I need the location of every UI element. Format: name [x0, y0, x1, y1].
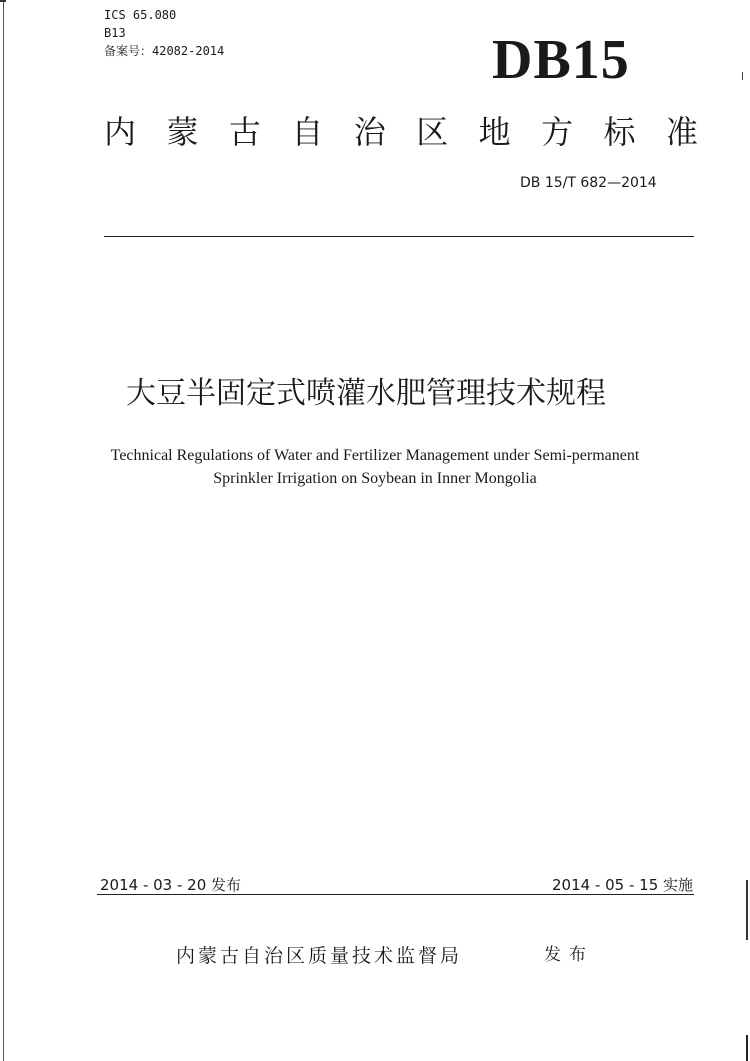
- english-title-line: Technical Regulations of Water and Fertilizer Management under Semi-permanent: [110, 447, 640, 464]
- implementation-date: 2014 - 05 - 15 实施: [552, 876, 694, 894]
- classification-block: [104, 6, 224, 60]
- scan-edge-right-bar: [746, 880, 748, 940]
- standard-type-char: 方: [541, 113, 574, 151]
- standard-type-char: 治: [353, 113, 386, 151]
- standard-type-char: 蒙: [166, 113, 199, 151]
- document-title-english: [60, 444, 690, 490]
- standard-type-char: 内: [104, 113, 137, 151]
- scan-edge-left: [3, 0, 4, 1061]
- scan-edge-tick: [0, 0, 6, 2]
- scan-edge-right-bar-bottom: [746, 1035, 748, 1061]
- standard-type-char: 准: [665, 113, 698, 151]
- scan-edge-mark: [742, 72, 743, 80]
- issue-date: 2014 - 03 - 20 发布: [100, 876, 242, 894]
- standard-number: DB 15/T 682—2014: [520, 175, 657, 191]
- standard-type-char: 标: [603, 113, 636, 151]
- standard-type-char: 区: [416, 113, 449, 151]
- publish-label: 发布: [544, 945, 594, 965]
- standard-logo: DB15: [492, 29, 630, 91]
- standard-type-char: 自: [291, 113, 324, 151]
- header-divider: [104, 236, 694, 237]
- english-title-line: Sprinkler Irrigation on Soybean in Inner Mongolia: [213, 470, 537, 487]
- publisher-name: 内蒙古自治区质量技术监督局: [176, 945, 463, 967]
- ics-code: ICS 65.080: [104, 8, 177, 22]
- filing-number: 备案号：42082-2014: [104, 44, 225, 58]
- standard-type-char: 古: [228, 113, 261, 151]
- standard-type-char: 地: [478, 113, 511, 151]
- document-title-chinese: 大豆半固定式喷灌水肥管理技术规程: [126, 376, 606, 411]
- ccs-code: B13: [104, 26, 126, 40]
- standard-type-heading: [104, 112, 698, 152]
- footer-divider: [97, 894, 694, 895]
